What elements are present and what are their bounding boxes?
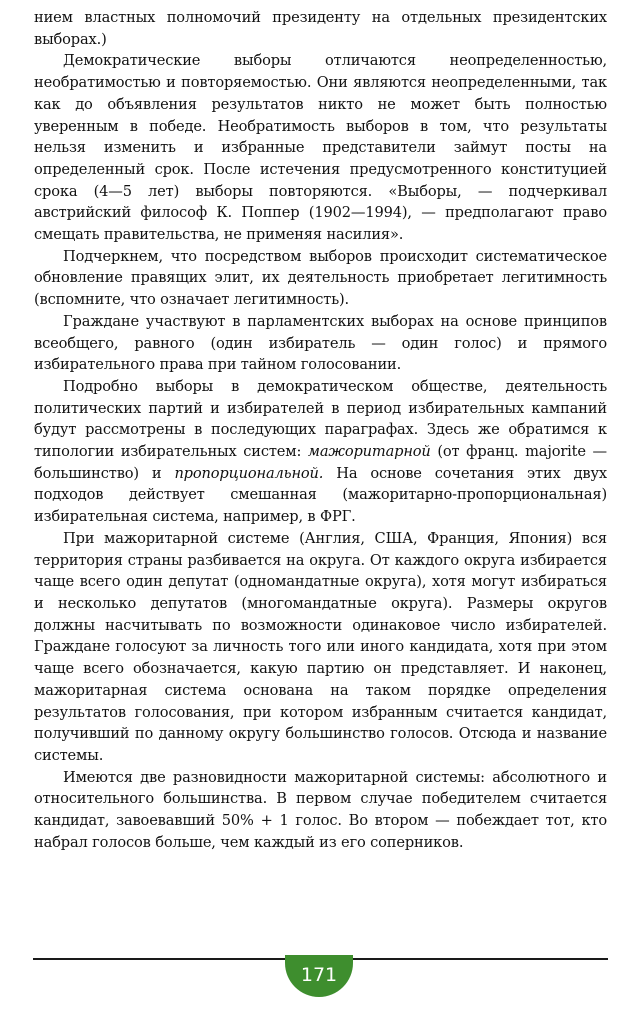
page-number-badge bbox=[285, 955, 353, 997]
paragraph bbox=[34, 376, 607, 528]
paragraph-text: Имеются две разновидности мажоритарной системы: абсолютного и относительного большинства. В первом случае победителем считается кандидат, завоевавший 50% + 1 голос. Во втором — побеждает тот, кто набрал голосов больше, чем каждый из его соперников. bbox=[34, 768, 607, 851]
paragraph bbox=[34, 767, 607, 854]
paragraph bbox=[34, 311, 607, 376]
paragraph-text: Демократические выборы отличаются неопределенностью, необратимостью и повторяемостью. Они являются неопределенными, так как до объявления результатов никто не может быть полностью уверенным в победе. Необратимость выборов в том, что результаты нельзя изменить и избранные представители займут посты на определенный срок. После истечения предусмотренного конституцией срока (4—5 лет) выборы повторяются. «Выборы, — подчеркивал австрийский философ К. Поппер (1902—1994), — предполагают право смещать правительства, не применяя насилия». bbox=[34, 52, 607, 244]
body-text bbox=[34, 7, 607, 853]
page-number: 171 bbox=[300, 964, 338, 986]
paragraph-text: Подчеркнем, что посредством выборов происходит систематическое обновление правящих элит, их деятельность приобретает легитимность (вспомните, что означает легитимность). bbox=[34, 247, 607, 309]
paragraph bbox=[34, 246, 607, 311]
paragraph-text: Граждане участвуют в парламентских выборах на основе принципов всеобщего, равного (один избиратель — один голос) и прямого избирательного права при тайном голосовании. bbox=[34, 312, 607, 374]
paragraph-text: Подробно выборы в демократическом обществе, деятельность политических партий и избирателей в период избирательных кампаний будут рассмотрены в последующих параграфах. Здесь же обратимся к типологии избирательных систем: bbox=[34, 377, 607, 461]
paragraph-text: При мажоритарной системе (Англия, США, Франция, Япония) вся территория страны разбивается на округа. От каждого округа избирается чаще всего один депутат (одномандатные округа), хотя могут избираться и несколько депутатов (многомандатные округа). Размеры округов должны насчитывать по возможности одинаковое число избирателей. Граждане голосуют за личность того или иного кандидата, хотя при этом чаще всего обозначается, какую партию он представляет. И наконец, мажоритарная система основана на таком порядке определения результатов голосования, при котором избранным считается кандидат, получивший по данному округу большинство голосов. Отсюда и название системы. bbox=[34, 529, 607, 764]
paragraph-text: нием властных полномочий президенту на отдельных президентских выборах.) bbox=[34, 9, 607, 48]
paragraph bbox=[34, 50, 607, 245]
italic-term: мажоритарной bbox=[307, 443, 431, 461]
paragraph-text: (от франц. majorite — большинство) и bbox=[34, 443, 607, 482]
italic-term: пропорциональной. bbox=[174, 464, 324, 482]
paragraph bbox=[34, 7, 607, 50]
paragraph-text: На основе сочетания этих двух подходов действует смешанная (мажоритарно-пропорциональная) избирательная система, например, в ФРГ. bbox=[34, 464, 607, 526]
paragraph bbox=[34, 528, 607, 767]
